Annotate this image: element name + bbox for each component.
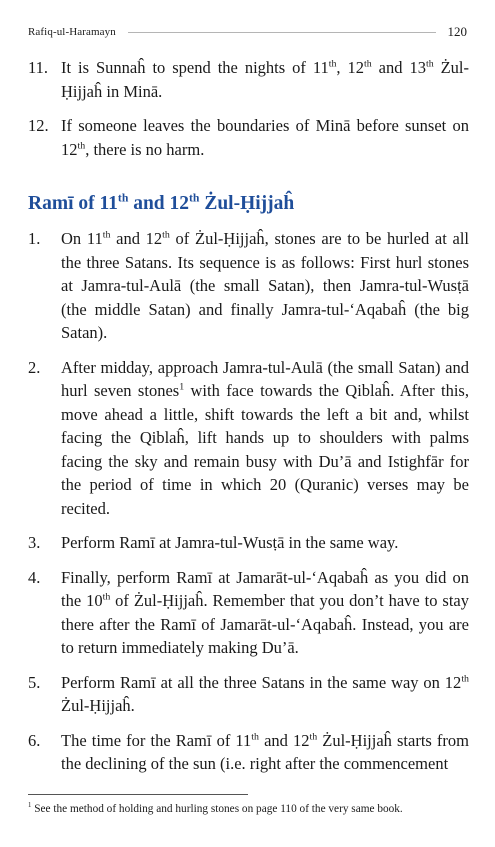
- superscript: th: [189, 191, 200, 205]
- superscript: th: [251, 731, 259, 742]
- item-number: 3.: [28, 533, 41, 552]
- list-item: [28, 671, 469, 718]
- text-run: , there is no harm.: [85, 139, 205, 159]
- text-run: If someone leaves the boundaries of Minā before sunset on 12: [61, 116, 469, 159]
- superscript: th: [364, 58, 372, 70]
- text-run: and 13: [371, 58, 426, 77]
- book-title: Rafiq-ul-Haramayn: [28, 26, 116, 38]
- superscript: th: [77, 140, 86, 151]
- text-run: of Żul-Ḥijjaĥ. Remember that you don’t have to stay there after the Ramī of Jamarāt-ul-‘Aqabaĥ. Instead, you are to return immediately making Du’ā.: [61, 591, 469, 657]
- item-text: [61, 114, 469, 161]
- superscript: 1: [179, 381, 185, 393]
- text-run: It is Sunnaĥ to spend the nights of 11: [61, 58, 329, 77]
- list-item: [28, 227, 469, 345]
- superscript: th: [309, 731, 318, 742]
- page-body: [28, 56, 469, 776]
- footnote: [28, 802, 475, 816]
- running-header: [28, 24, 467, 40]
- header-rule: [128, 32, 436, 33]
- list-item: [28, 114, 469, 161]
- superscript: th: [461, 673, 469, 684]
- text-run: Perform Ramī at Jamra-tul-Wusṭā in the same way.: [61, 533, 399, 552]
- footnote-rule: [28, 794, 248, 795]
- text-run: Finally, perform Ramī at Jamarāt-ul-‘Aqabaĥ as you did on the 10: [61, 567, 469, 610]
- text-run: of Żul-Ḥijjaĥ, stones are to be hurled at all the three Satans. Its sequence is as follows: First hurl stones at Jamra-tul-Aulā (the small Satan), then Jamra-tul-Wusṭā (the middle Satan) and finally Jamra-tul-‘Aqabaĥ (the big Satan).: [61, 229, 469, 342]
- list-item: [28, 729, 469, 776]
- superscript: th: [328, 58, 337, 70]
- page-number: 120: [447, 24, 467, 39]
- text-run: Perform Ramī at all the three Satans in the same way on 12: [61, 672, 462, 692]
- text-run: On 11: [61, 229, 103, 248]
- item-number: 12.: [28, 116, 49, 135]
- text-run: The time for the Ramī of 11: [61, 730, 252, 750]
- item-text: [61, 566, 469, 660]
- item-text: [61, 56, 469, 103]
- text-run: and 12: [110, 229, 163, 248]
- item-text: [61, 671, 469, 718]
- text-run: , 12: [336, 58, 365, 77]
- intro-list: [28, 56, 469, 161]
- item-number: 1.: [28, 229, 41, 248]
- superscript: th: [162, 229, 170, 241]
- text-run: and 12: [258, 730, 310, 750]
- superscript: th: [102, 591, 111, 603]
- list-item: [28, 56, 469, 103]
- item-text: [61, 531, 469, 555]
- text-run: with face towards the Qiblaĥ. After this, move ahead a little, shift towards the left a bit and, whilst facing the Qiblaĥ, lift hands up to shoulders with palms facing the sky and remain busy with Du’ā and Istighfār for the period of time in which 20 (Quranic) verses may be recited.: [61, 381, 469, 518]
- footnote-text: See the method of holding and hurling stones on page 110 of the very same book.: [31, 803, 403, 815]
- item-number: 4.: [28, 567, 41, 587]
- footnote-marker: 1: [28, 802, 32, 810]
- item-number: 11.: [28, 58, 49, 77]
- item-number: 6.: [28, 730, 41, 750]
- list-item: [28, 566, 469, 660]
- superscript: th: [117, 191, 129, 205]
- text-run: Żul-Ḥijjaĥ starts from the declining of the sun (i.e. right after the commencement: [61, 730, 469, 773]
- item-text: [61, 729, 469, 776]
- list-item: [28, 531, 469, 555]
- item-text: [61, 227, 469, 345]
- list-item: [28, 356, 469, 521]
- rami-steps-list: [28, 227, 469, 776]
- text-run: Ramī of 11: [28, 193, 118, 214]
- superscript: th: [425, 58, 434, 70]
- text-run: and 12: [128, 193, 190, 214]
- item-text: [61, 356, 469, 521]
- item-number: 2.: [28, 357, 41, 377]
- text-run: After midday, approach Jamra-tul-Aulā (the small Satan) and hurl seven stones: [61, 357, 469, 400]
- superscript: th: [102, 229, 111, 241]
- item-number: 5.: [28, 672, 41, 692]
- text-run: Żul-Ḥijjaĥ.: [61, 696, 135, 715]
- text-run: Żul-Ḥijjaĥ in Minā.: [61, 58, 470, 101]
- section-heading: [28, 191, 469, 217]
- text-run: Żul-Ḥijjaĥ: [199, 193, 295, 214]
